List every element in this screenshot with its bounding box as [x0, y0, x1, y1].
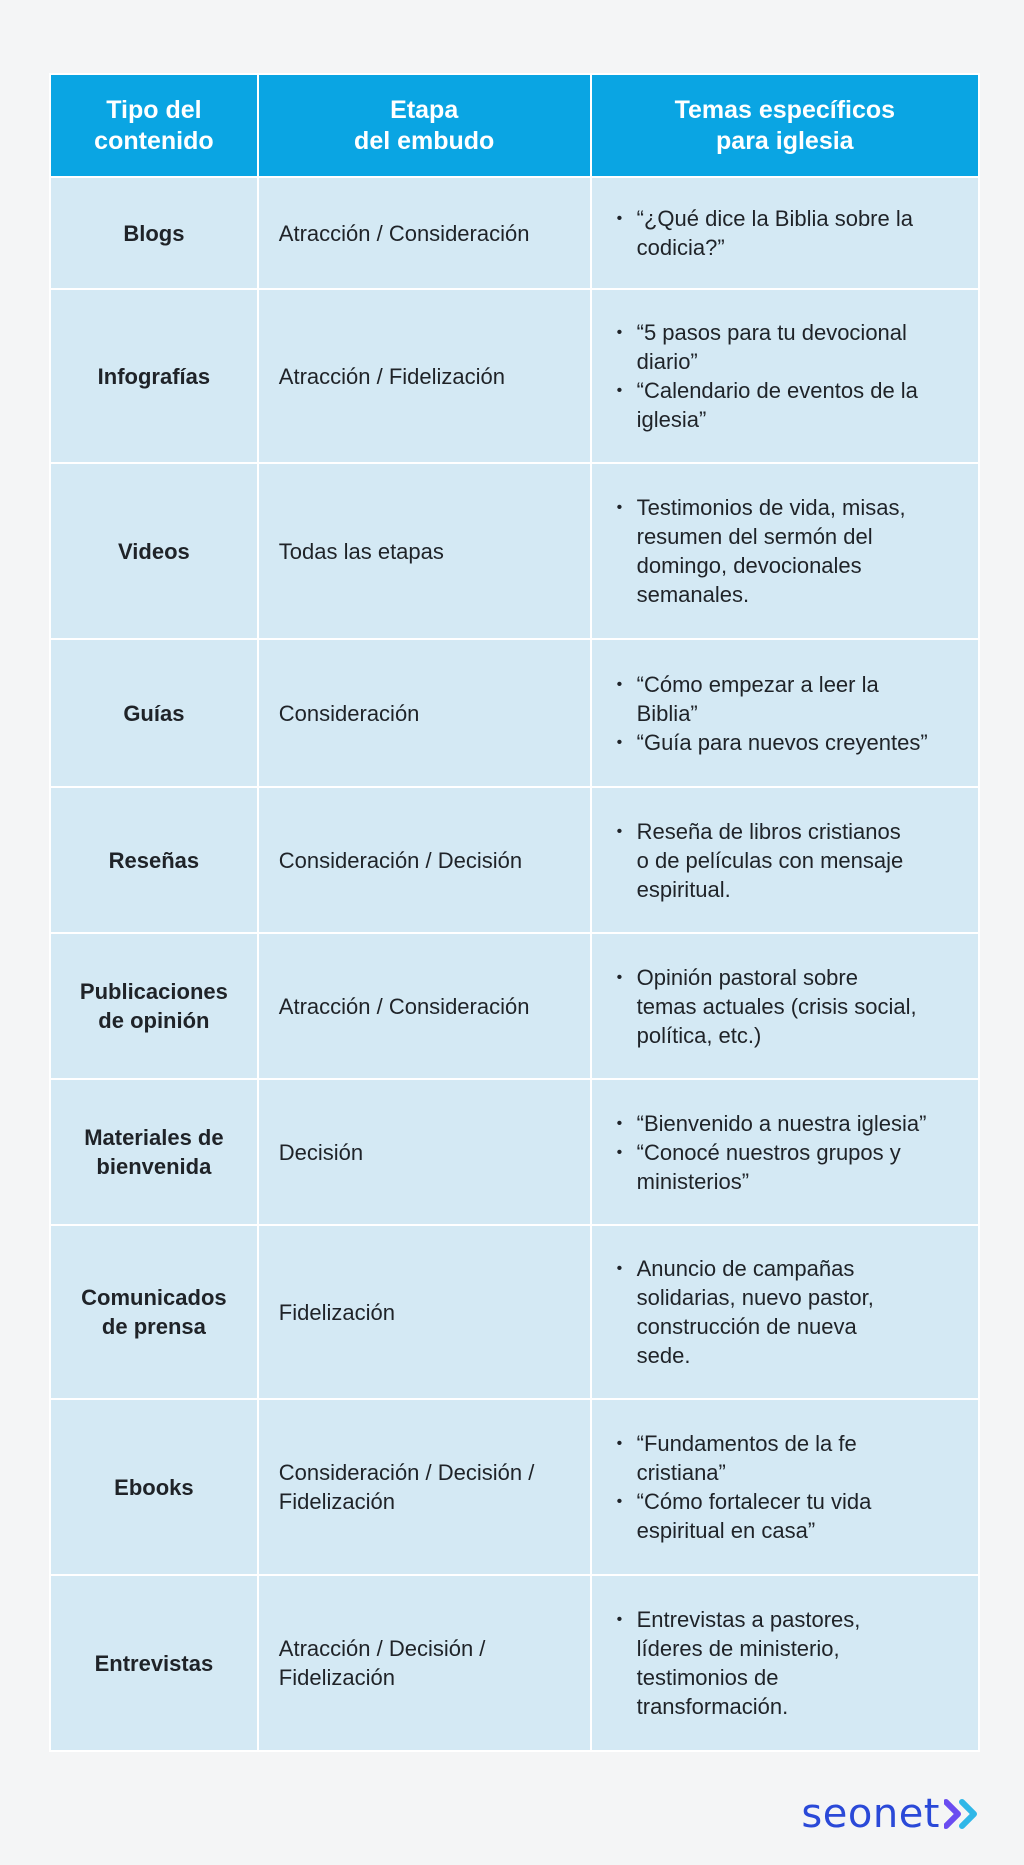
row-stage: Atracción / Consideración [258, 933, 591, 1079]
double-chevron-icon [944, 1799, 982, 1829]
table-row [50, 289, 979, 463]
row-stage: Consideración / Decisión / Fidelización [258, 1399, 591, 1575]
row-type: Publicaciones de opinión [50, 933, 258, 1079]
row-type: Infografías [50, 289, 258, 463]
row-type: Ebooks [50, 1399, 258, 1575]
table-row [50, 639, 979, 787]
row-type: Entrevistas [50, 1575, 258, 1751]
table-row [50, 463, 979, 639]
topic-item: • Opinión pastoral sobre temas actuales (crisis social, política, etc.) [617, 963, 962, 1050]
table-row [50, 787, 979, 933]
topic-item: • Testimonios de vida, misas, resumen del sermón del domingo, devocionales semanales. [617, 493, 962, 609]
seonet-logo[interactable] [801, 1792, 982, 1836]
row-type: Blogs [50, 177, 258, 289]
topic-item: • “Bienvenido a nuestra iglesia” [617, 1109, 962, 1138]
row-topics [591, 787, 979, 933]
row-type: Videos [50, 463, 258, 639]
topic-item: • “Calendario de eventos de la iglesia” [617, 376, 962, 434]
row-topics [591, 639, 979, 787]
row-type: Guías [50, 639, 258, 787]
row-stage: Atracción / Fidelización [258, 289, 591, 463]
logo-wordmark: seonet [801, 1791, 940, 1837]
topic-item: • “Cómo empezar a leer la Biblia” [617, 670, 962, 728]
row-type: Comunicados de prensa [50, 1225, 258, 1399]
row-stage: Fidelización [258, 1225, 591, 1399]
row-type: Reseñas [50, 787, 258, 933]
header-funnel-stage: Etapa del embudo [258, 74, 591, 177]
table-header-row [50, 74, 979, 177]
table-row [50, 933, 979, 1079]
table-row [50, 177, 979, 289]
topic-item: • “Guía para nuevos creyentes” [617, 728, 962, 757]
topic-item: • Entrevistas a pastores, líderes de ministerio, testimonios de transformación. [617, 1605, 962, 1721]
row-topics [591, 463, 979, 639]
row-topics [591, 1225, 979, 1399]
row-topics [591, 1575, 979, 1751]
table-row [50, 1079, 979, 1225]
topic-item: • “Conocé nuestros grupos y ministerios” [617, 1138, 962, 1196]
row-stage: Atracción / Decisión / Fidelización [258, 1575, 591, 1751]
row-type: Materiales de bienvenida [50, 1079, 258, 1225]
topic-item: • “5 pasos para tu devocional diario” [617, 318, 962, 376]
content-table [49, 73, 980, 1752]
topic-item: • Anuncio de campañas solidarias, nuevo pastor, construcción de nueva sede. [617, 1254, 962, 1370]
table-row [50, 1575, 979, 1751]
row-topics [591, 933, 979, 1079]
row-stage: Consideración [258, 639, 591, 787]
row-topics [591, 177, 979, 289]
topic-item: • Reseña de libros cristianos o de películas con mensaje espiritual. [617, 817, 962, 904]
header-content-type: Tipo del contenido [50, 74, 258, 177]
topic-item: • “Cómo fortalecer tu vida espiritual en casa” [617, 1487, 962, 1545]
row-stage: Consideración / Decisión [258, 787, 591, 933]
row-stage: Decisión [258, 1079, 591, 1225]
topic-item: • “¿Qué dice la Biblia sobre la codicia?” [617, 204, 962, 262]
row-topics [591, 289, 979, 463]
header-church-topics: Temas específicos para iglesia [591, 74, 979, 177]
table-row [50, 1399, 979, 1575]
row-stage: Atracción / Consideración [258, 177, 591, 289]
row-topics [591, 1079, 979, 1225]
row-stage: Todas las etapas [258, 463, 591, 639]
row-topics [591, 1399, 979, 1575]
topic-item: • “Fundamentos de la fe cristiana” [617, 1429, 962, 1487]
table-row [50, 1225, 979, 1399]
